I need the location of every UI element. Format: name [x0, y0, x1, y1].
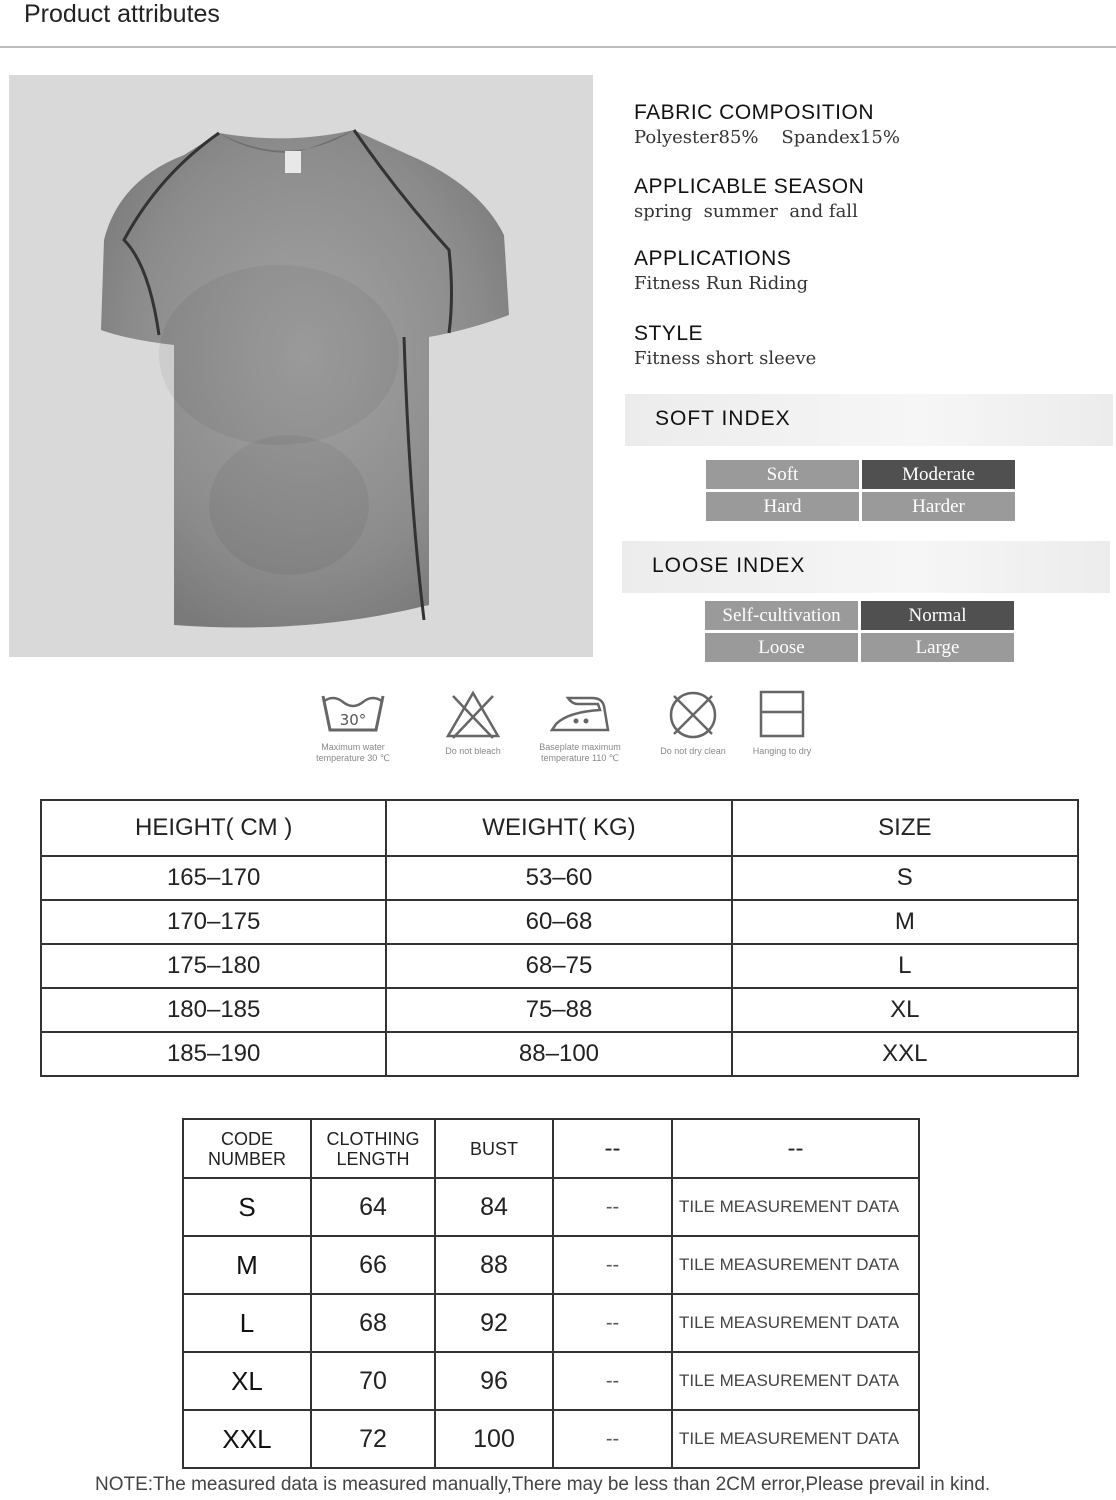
care-hang [744, 688, 820, 757]
code-cell: L [183, 1294, 311, 1352]
care-wash-caption: Maximum water temperature 30 ℃ [316, 742, 390, 763]
size-cell: S [732, 856, 1078, 900]
length-cell: 70 [311, 1352, 435, 1410]
attr-season-value: spring summer and fall [634, 201, 858, 222]
size-cell: XXL [732, 1032, 1078, 1076]
attr-fabric-label: FABRIC COMPOSITION [634, 101, 875, 124]
height-cell: 175–180 [41, 944, 386, 988]
header-bust: BUST [435, 1119, 553, 1178]
table-row [41, 856, 1078, 900]
bust-cell: 100 [435, 1410, 553, 1468]
measurement-footnote: NOTE:The measured data is measured manually,There may be less than 2CM error,Please prevail in kind. [95, 1474, 991, 1495]
weight-cell: 75–88 [386, 988, 731, 1032]
table-row [183, 1410, 919, 1468]
length-cell: 66 [311, 1236, 435, 1294]
table-row [183, 1236, 919, 1294]
header-clothing-length: CLOTHING LENGTH [311, 1119, 435, 1178]
attr-applications-value: Fitness Run Riding [634, 273, 809, 294]
size-table-header-weight: WEIGHT( KG) [386, 800, 731, 856]
size-cell: M [732, 900, 1078, 944]
bust-cell: 88 [435, 1236, 553, 1294]
code-cell: XXL [183, 1410, 311, 1468]
size-cell: XL [732, 988, 1078, 1032]
blank-cell: -- [553, 1178, 672, 1236]
table-row [183, 1352, 919, 1410]
measurement-note-cell: TILE MEASUREMENT DATA [672, 1410, 919, 1468]
table-row [41, 900, 1078, 944]
care-iron-caption: Baseplate maximum temperature 110 ℃ [539, 742, 621, 763]
measurement-table-header [183, 1119, 919, 1178]
care-bleach [433, 688, 513, 757]
header-divider [0, 46, 1116, 48]
loose-index-grid [705, 601, 1014, 662]
product-image [9, 75, 593, 657]
table-row [183, 1178, 919, 1236]
height-cell: 165–170 [41, 856, 386, 900]
loose-index-normal: Normal [861, 601, 1014, 630]
header-code-number: CODE NUMBER [183, 1119, 311, 1178]
care-iron [524, 688, 636, 764]
do-not-dry-clean-icon [666, 688, 720, 742]
measurement-note-cell: TILE MEASUREMENT DATA [672, 1294, 919, 1352]
attr-season-label: APPLICABLE SEASON [634, 175, 865, 198]
size-table [40, 799, 1079, 1077]
length-cell: 68 [311, 1294, 435, 1352]
iron-icon [548, 688, 612, 738]
soft-index-hard: Hard [706, 492, 859, 521]
care-hang-caption: Hanging to dry [752, 746, 812, 756]
length-cell: 64 [311, 1178, 435, 1236]
hang-to-dry-icon [757, 688, 807, 742]
attr-style-label: STYLE [634, 322, 704, 345]
code-cell: S [183, 1178, 311, 1236]
size-table-header-size: SIZE [732, 800, 1078, 856]
blank-cell: -- [553, 1410, 672, 1468]
attr-applications [634, 247, 808, 294]
weight-cell: 68–75 [386, 944, 731, 988]
soft-index-harder: Harder [862, 492, 1015, 521]
tshirt-illustration [9, 75, 593, 657]
attr-applications-label: APPLICATIONS [634, 247, 792, 270]
size-table-header [41, 800, 1078, 856]
loose-index-header [622, 541, 1110, 593]
loose-index-large: Large [861, 633, 1014, 662]
soft-index-soft: Soft [706, 460, 859, 489]
weight-cell: 53–60 [386, 856, 731, 900]
measurement-note-cell: TILE MEASUREMENT DATA [672, 1236, 919, 1294]
blank-cell: -- [553, 1294, 672, 1352]
soft-index-grid [706, 460, 1015, 521]
bust-cell: 96 [435, 1352, 553, 1410]
length-cell: 72 [311, 1410, 435, 1468]
care-dry-clean [648, 688, 738, 757]
table-row [183, 1294, 919, 1352]
page-title: Product attributes [24, 0, 220, 28]
bust-cell: 84 [435, 1178, 553, 1236]
size-cell: L [732, 944, 1078, 988]
loose-index-loose: Loose [705, 633, 858, 662]
measurement-note-cell: TILE MEASUREMENT DATA [672, 1178, 919, 1236]
loose-index-self-cultivation: Self-cultivation [705, 601, 858, 630]
soft-index-title: SOFT INDEX [655, 407, 791, 430]
code-cell: M [183, 1236, 311, 1294]
bust-cell: 92 [435, 1294, 553, 1352]
care-dry-clean-caption: Do not dry clean [660, 746, 726, 756]
table-row [41, 1032, 1078, 1076]
size-table-header-height: HEIGHT( CM ) [41, 800, 386, 856]
soft-index-moderate: Moderate [862, 460, 1015, 489]
height-cell: 185–190 [41, 1032, 386, 1076]
soft-index-header [625, 394, 1113, 446]
measurement-note-cell: TILE MEASUREMENT DATA [672, 1352, 919, 1410]
attr-fabric [634, 101, 900, 148]
do-not-bleach-icon [443, 688, 503, 742]
blank-cell: -- [553, 1352, 672, 1410]
height-cell: 180–185 [41, 988, 386, 1032]
weight-cell: 60–68 [386, 900, 731, 944]
blank-cell: -- [553, 1236, 672, 1294]
wash-30-icon [318, 688, 388, 738]
weight-cell: 88–100 [386, 1032, 731, 1076]
attr-style [634, 322, 816, 369]
attr-fabric-value: Polyester85% Spandex15% [634, 127, 900, 148]
wash-temperature: 30° [339, 711, 367, 729]
care-wash [305, 688, 401, 764]
table-row [41, 944, 1078, 988]
attr-season [634, 175, 864, 222]
loose-index-title: LOOSE INDEX [652, 554, 806, 577]
code-cell: XL [183, 1352, 311, 1410]
header-blank-1: -- [553, 1119, 672, 1178]
header-blank-2: -- [672, 1119, 919, 1178]
care-bleach-caption: Do not bleach [445, 746, 501, 756]
height-cell: 170–175 [41, 900, 386, 944]
attr-style-value: Fitness short sleeve [634, 348, 817, 369]
table-row [41, 988, 1078, 1032]
measurement-table [182, 1118, 920, 1469]
